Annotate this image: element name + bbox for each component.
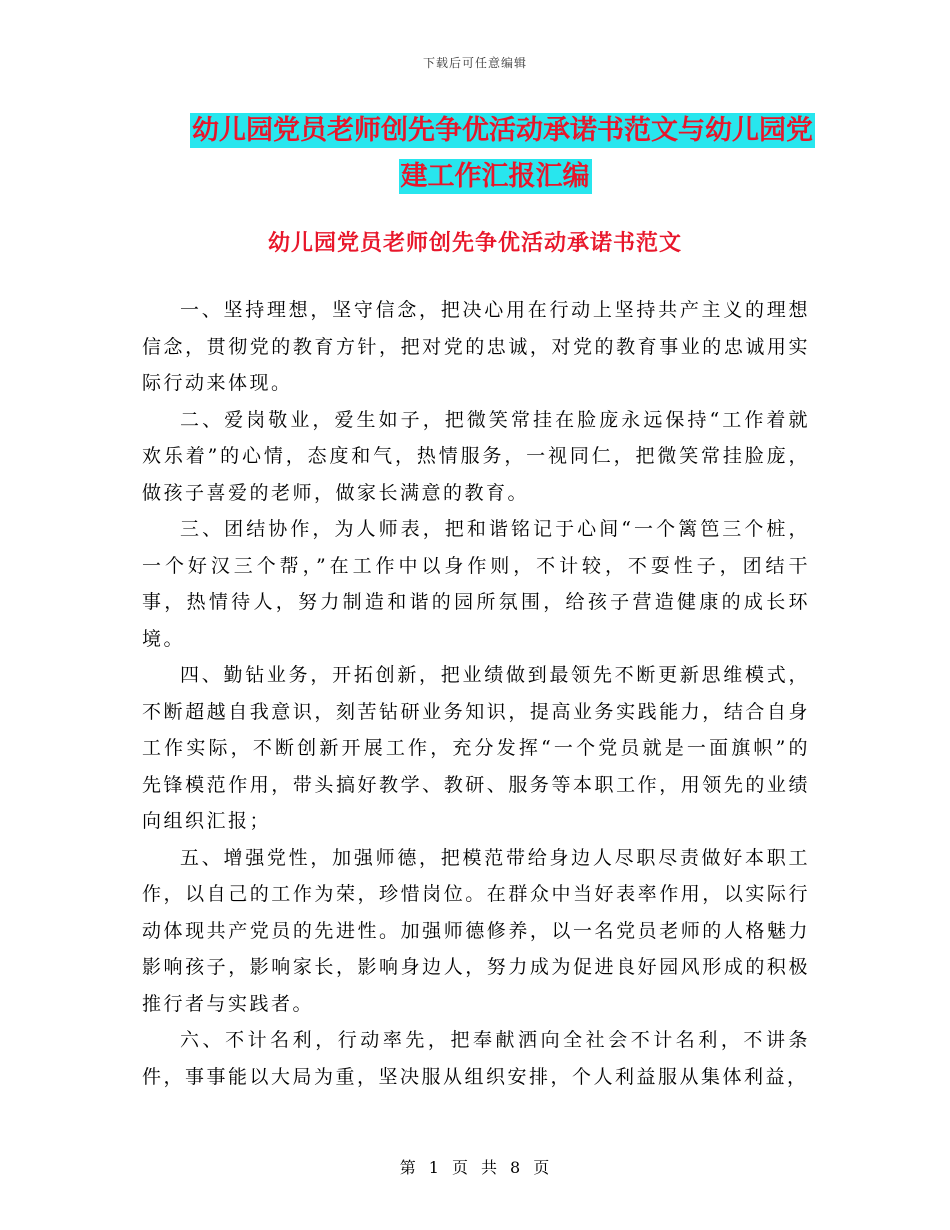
paragraph: 四、勤钻业务，开拓创新，把业绩做到最领先不断更新思维模式，不断超越自我意识，刻苦钻研业务知识，提高业务实践能力，结合自身工作实际，不断创新开展工作，充分发挥“一个党员就是一面旗帜”的先锋模范作用，带头搞好教学、教研、服务等本职工作，用领先的业绩向组织汇报； (142, 664, 810, 832)
document-title (190, 108, 813, 200)
footer-total-label: 共 (481, 1158, 499, 1177)
section-title: 幼儿园党员老师创先争优活动承诺书范文 (267, 231, 682, 256)
body-text (142, 292, 810, 1095)
paragraph: 五、增强党性，加强师德，把模范带给身边人尽职尽责做好本职工作，以自己的工作为荣，珍惜岗位。在群众中当好表率作用，以实际行动体现共产党员的先进性。加强师德修养，以一名党员老师的人格魅力影响孩子，影响家长，影响身边人，努力成为促进良好园风形成的积极推行者与实践者。 (142, 846, 810, 1015)
paragraph: 一、坚持理想，坚守信念，把决心用在行动上坚持共产主义的理想信念，贯彻党的教育方针，把对党的忠诚，对党的教育事业的忠诚用实际行动来体现。 (142, 299, 810, 394)
title-line-2: 建工作汇报汇编 (400, 161, 590, 192)
footer-suffix: 页 (533, 1158, 551, 1177)
page-footer (0, 1155, 950, 1178)
paragraph: 六、不计名利，行动率先，把奉献洒向全社会不计名利，不讲条件，事事能以大局为重，坚决服从组织安排，个人利益服从集体利益， (142, 1029, 810, 1088)
title-line-1: 幼儿园党员老师创先争优活动承诺书范文与幼儿园党 (192, 115, 813, 146)
paragraph: 三、团结协作，为人师表，把和谐铭记于心间“一个篱笆三个桩，一个好汉三个帮，”在工作中以身作则，不计较，不耍性子，团结干事，热情待人，努力制造和谐的园所氛围，给孩子营造健康的成长环境。 (142, 518, 810, 650)
footer-prefix: 第 (399, 1158, 417, 1177)
paragraph: 二、爱岗敬业，爱生如子，把微笑常挂在脸庞永远保持“工作着就欢乐着”的心情，态度和气，热情服务，一视同仁，把微笑常挂脸庞，做孩子喜爱的老师，做家长满意的教育。 (142, 408, 810, 504)
footer-page-label: 页 (451, 1158, 469, 1177)
page-number: 1 (428, 1158, 440, 1177)
header-note: 下载后可任意编辑 (422, 56, 527, 70)
total-pages: 8 (510, 1158, 522, 1177)
